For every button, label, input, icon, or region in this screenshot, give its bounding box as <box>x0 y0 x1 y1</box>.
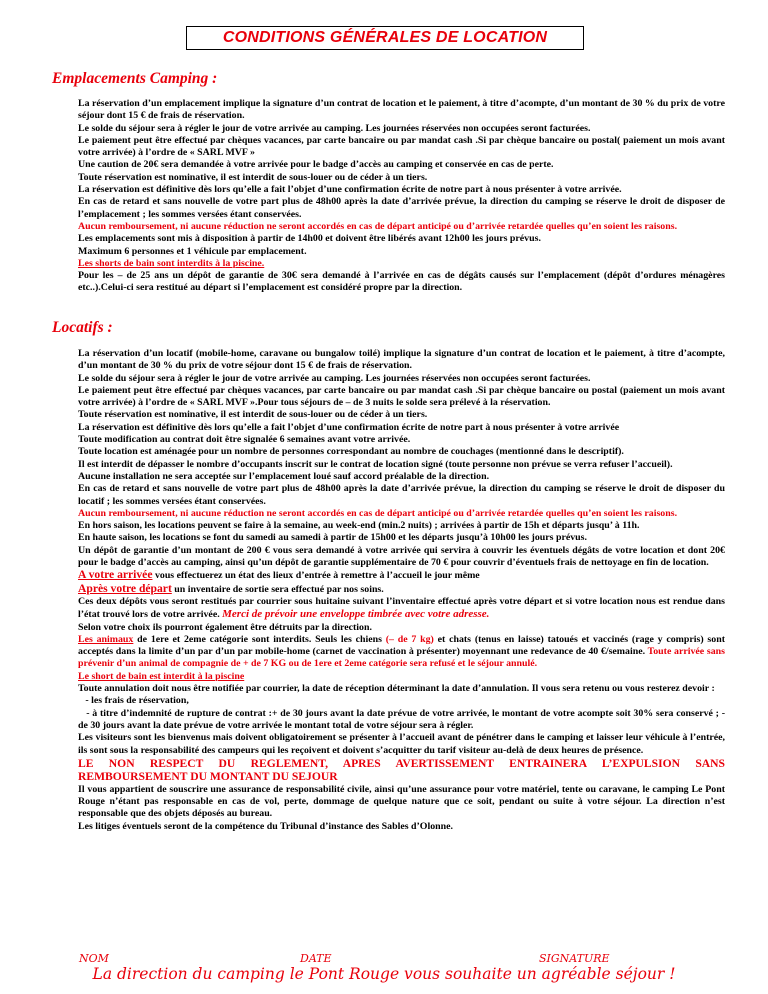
title-box <box>186 26 584 50</box>
envelope-note: Merci de prévoir une enveloppe timbrée avec votre adresse. <box>222 608 490 621</box>
camping-p5: Toute réservation est nominative, il est interdit de sous-louer ou de céder à un tiers. <box>78 171 428 183</box>
camping-p8: Aucun remboursement, ni aucune réduction ne seront accordés en cas de départ anticipé ou d’arrivée retardée quelles qu’en soient les raisons. <box>78 220 678 232</box>
locatifs-p24: Les litiges éventuels seront de la compétence du Tribunal d’instance des Sables d’Olonne. <box>78 820 453 832</box>
camping-p11: Les shorts de bain sont interdits à la piscine. <box>78 257 265 269</box>
locatifs-p1: La réservation d’un locatif (mobile-home, caravane ou bungalow toilé) implique la signature d’un contrat de location et le paiement, à titre d’acompte, d’un montant de 30 % du prix de votre séjour dont 15 € de frais de réservation. <box>78 348 725 372</box>
departure-label: Après votre départ <box>78 581 172 595</box>
locatifs-p16: Selon votre choix ils pourront également être détruits par la direction. <box>78 621 372 633</box>
animals-weight: (– de 7 kg) <box>385 633 434 645</box>
arrival-line <box>78 569 725 582</box>
camping-p7: En cas de retard et sans nouvelle de votre part plus de 48h00 après la date d’arrivée prévue, la direction du camping se réserve le droit de disposer de l’emplacement ; les sommes versées étant conservées. <box>78 196 725 220</box>
locatifs-p9: Aucune installation ne sera acceptée sur l’emplacement loué sauf accord préalable de la direction. <box>78 470 490 482</box>
locatifs-p10: En cas de retard et sans nouvelle de votre part plus de 48h00 après la date d’arrivée prévue, la direction du camping se réserve le droit de disposer du locatif ; les sommes versées étant conservées. <box>78 483 725 507</box>
arrival-label: A votre arrivée <box>78 568 153 582</box>
locatifs-p4: Toute réservation est nominative, il est interdit de sous-louer ou de céder à un tiers. <box>78 409 428 421</box>
camping-p4: Une caution de 20€ sera demandée à votre arrivée pour le badge d’accès au camping et conservée en cas de perte. <box>78 159 554 171</box>
locatifs-p7: Toute location est aménagée pour un nombre de personnes correspondant au nombre de couchages (mentionné dans le descriptif). <box>78 446 624 458</box>
camping-p12: Pour les – de 25 ans un dépôt de garantie de 30€ sera demandé à l’arrivée en cas de dégâts causés sur l’emplacement (dépôt d’ordures ménagères etc..).Celui-ci sera restitué au départ si l’emplacement est considéré propre par la direction. <box>78 270 725 294</box>
signature-label: SIGNATURE <box>539 952 610 965</box>
locatifs-p2: Le solde du séjour sera à régler le jour de votre arrivée au camping. Les journées réservées non occupées seront facturées. <box>78 372 591 384</box>
locatifs-p20: - à titre d’indemnité de rupture de contrat :+ de 30 jours avant la date prévue de votre arrivée, le montant de votre acompte soit 30% sera conservé ; - de 30 jours avant la date prévue de votre arrivée le montant total de votre séjour sera à régler. <box>78 707 728 731</box>
animals-text2: et chats (tenus en laisse) tatoués et vaccinés (rage y compris) sont acceptés dans la limite d’un par d’un par mobile-home (carnet de vaccination à présenter) moyennant une redevance de 40 €/semaine. <box>78 633 725 658</box>
locatifs-p18: Toute annulation doit nous être notifiée par courrier, la date de réception déterminant la date d’annulation. Il vous sera retenu ou vous resterez devoir : <box>78 683 715 695</box>
departure-text: un inventaire de sortie sera effectué par nos soins. <box>171 583 384 595</box>
date-label: DATE <box>300 952 332 965</box>
animals-warning: Toute arrivée sans prévenir d’un animal de compagnie de + de 7 KG ou de 1ere et 2eme catégorie sera refusé et le séjour annulé. <box>78 646 725 670</box>
camping-p9: Les emplacements sont mis à disposition à partir de 14h00 et doivent être libérés avant 12h00 les jours prévus. <box>78 233 541 245</box>
locatifs-p22: LE NON RESPECT DU REGLEMENT, APRES AVERTISSEMENT ENTRAINERA L’EXPULSION SANS REMBOURSEMENT DU MONTANT DU SEJOUR <box>78 756 725 784</box>
locatifs-p23: Il vous appartient de souscrire une assurance de responsabilité civile, ainsi qu’une assurance pour votre matériel, tente ou caravane, le camping Le Pont Rouge n’étant pas responsable en cas de vol, perte, dommage de quelque nature que ce soit, pendant ou suite à votre séjour. La direction n’est responsable que des objets déposés au bureau. <box>78 783 725 820</box>
locatifs-p8: Il est interdit de dépasser le nombre d’occupants inscrit sur le contrat de location signé (toute personne non prévue se verra refuser l’accueil). <box>78 458 673 470</box>
departure-line <box>78 583 725 596</box>
animals-text1: de 1ere et 2eme catégorie sont interdits. Seuls les chiens <box>133 633 386 645</box>
camping-heading: Emplacements Camping : <box>52 70 218 87</box>
locatifs-section <box>78 348 728 833</box>
camping-p3: Le paiement peut être effectué par chèques vacances, par carte bancaire ou par mandat cash .Si par chèque bancaire ou postal( paiement un mois avant votre arrivée) à l’ordre de « SARL MVF » <box>78 134 725 159</box>
footer-message: La direction du camping le Pont Rouge vous souhaite un agréable séjour ! <box>92 965 676 983</box>
locatifs-p19: - les frais de réservation, <box>78 695 189 707</box>
locatifs-p6: Toute modification au contrat doit être signalée 6 semaines avant votre arrivée. <box>78 434 411 446</box>
camping-p10: Maximum 6 personnes et 1 véhicule par emplacement. <box>78 245 307 257</box>
locatifs-p17: Le short de bain est interdit à la piscine <box>78 670 245 682</box>
arrival-text: vous effectuerez un état des lieux d’entrée à remettre à l’accueil le jour même <box>152 570 480 582</box>
camping-section <box>78 98 725 295</box>
camping-p2: Le solde du séjour sera à régler le jour de votre arrivée au camping. Les journées réservées non occupées seront facturées. <box>78 122 591 134</box>
animals-paragraph <box>78 634 725 671</box>
locatifs-p3: Le paiement peut être effectué par chèques vacances, par carte bancaire ou par mandat cash .Si par chèque bancaire ou postal (paiement un mois avant votre arrivée) à l’ordre de « SARL MVF ».Pour tous séjours de – de 3 nuits le solde sera prélevé à la réservation. <box>78 384 725 409</box>
locatifs-p11: Aucun remboursement, ni aucune réduction ne seront accordés en cas de départ anticipé ou d’arrivée retardée quelles qu’en soient les raisons. <box>78 507 678 519</box>
deposit-return <box>78 596 725 622</box>
camping-p1: La réservation d’un emplacement implique la signature d’un contrat de location et le paiement, à titre d’acompte, d’un montant de 30 % du prix de votre séjour dont 15 € de frais de réservation. <box>78 98 725 122</box>
locatifs-p5: La réservation est définitive dès lors qu’elle a fait l’objet d’une confirmation écrite de notre part à nous présenter à votre arrivée <box>78 421 620 433</box>
deposit-return-text: Ces deux dépôts vous seront restitués par courrier sous huitaine suivant l’inventaire effectué après votre départ et si votre location nous est rendue dans l’état trouvé lors de votre arrivée. <box>78 595 725 621</box>
nom-label: NOM <box>79 952 109 965</box>
locatifs-p12: En hors saison, les locations peuvent se faire à la semaine, au week-end (min.2 nuits) ; arrivées à partir de 15h et départs jusqu’ à 11h. <box>78 520 640 532</box>
locatifs-p14: Un dépôt de garantie d’un montant de 200 € vous sera demandé à votre arrivée qui servira à couvrir les éventuels dégâts de votre location et dont 20€ pour le badge d’accès au camping, ainsi qu’un dépôt de garantie supplémentaire de 70 € pour couvrir d’éventuels frais de nettoyage en fin de location. <box>78 544 725 569</box>
document-title: CONDITIONS GÉNÉRALES DE LOCATION <box>222 29 548 46</box>
locatifs-p21: Les visiteurs sont les bienvenus mais doivent obligatoirement se présenter à l’accueil avant de pénétrer dans le camping et laisser leur véhicule à l’entrée, ils sont sous la responsabilité des campeurs qui les reçoivent et doivent s’acquitter du tarif visiteur au-delà de deux heures de présence. <box>78 732 725 756</box>
locatifs-heading: Locatifs : <box>52 319 113 336</box>
camping-p6: La réservation est définitive dès lors qu’elle a fait l’objet d’une confirmation écrite de notre part à nous présenter à votre arrivée. <box>78 184 622 196</box>
locatifs-p13: En haute saison, les locations se font du samedi au samedi à partir de 15h00 et les départs jusqu’à 10h00 les jours prévus. <box>78 532 587 544</box>
animals-label: Les animaux <box>78 633 134 645</box>
